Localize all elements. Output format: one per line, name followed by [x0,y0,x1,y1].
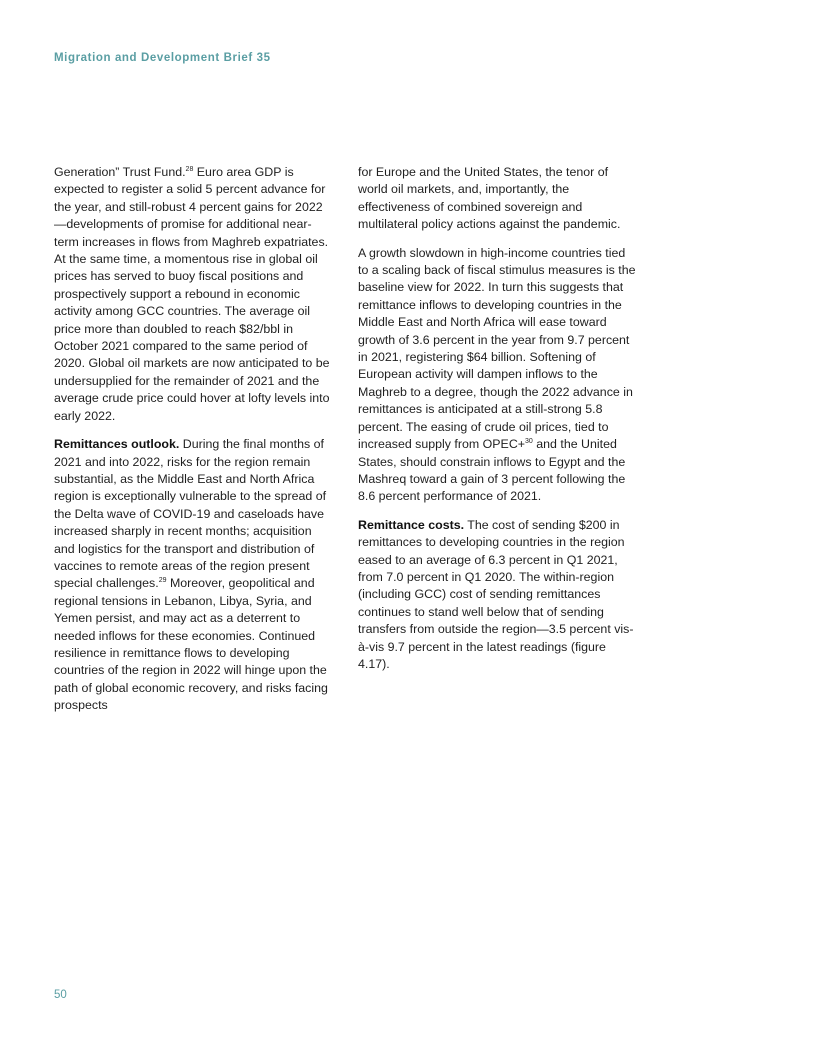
paragraph-remittances-outlook [54,436,332,715]
paragraph-text: During the final months of 2021 and into 2022, risks for the region remain substantial, as the Middle East and North Africa region is exceptionally vulnerable to the spread of the Delta wave of COVID-19 and caseloads have increased sharply in recent months; acquisition and logistics for the transport and distribution of vaccines to remote areas of the region present special challenges. [54,437,327,591]
paragraph-prospects: for Europe and the United States, the tenor of world oil markets, and, importantly, the effectiveness of combined sovereign and multilateral policy actions against the pandemic. [358,165,621,232]
paragraph-text: Moreover, geopolitical and regional tensions in Lebanon, Libya, Syria, and Yemen persist, and may act as a deterrent to needed inflows for these economies. Continued resilience in remittance flows to developing countries of the region in 2022 will hinge upon the path of global economic recovery, and risks facing prospects [54,576,328,713]
right-column [358,164,636,684]
paragraph-text: and the United States, should constrain inflows to Egypt and the Mashreq toward a gain of 3 percent following the 8.6 percent performance of 2021. [358,437,626,504]
paragraph-text: A growth slowdown in high-income countries tied to a scaling back of fiscal stimulus measures is the baseline view for 2022. In turn this suggests that remittance inflows to developing countries in the Middle East and North Africa will ease toward growth of 3.6 percent in the year from 9.7 percent in 2021, registering $64 billion. Softening of European activity will dampen inflows to the Maghreb to a degree, though the 2022 advance in remittances is anticipated at a still-strong 5.8 percent. The easing of crude oil prices, tied to increased supply from OPEC+ [358,245,636,452]
paragraph-remittance-costs [358,517,636,674]
footnote-ref-29[interactable]: 29 [158,577,167,585]
paragraph-text: Euro area GDP is expected to register a solid 5 percent advance for the year, and still-robust 4 percent gains for 2022—developments of promise for additional near-term increases in flows from Maghreb expatriates. At the same time, a momentous rise in global oil prices has served to buoy fiscal positions and prospectively support a rebound in economic activity among GCC countries. The average oil price more than doubled to reach $82/bbl in October 2021 compared to the same period of 2020. Global oil markets are now anticipated to be undersupplied for the remainder of 2021 and the average crude price could hover at lofty levels into early 2022. [54,165,330,423]
paragraph-trust-fund [54,164,332,425]
running-header: Migration and Development Brief 35 [54,52,271,64]
left-column [54,164,332,726]
paragraph-text: The cost of sending $200 in remittances to developing countries in the region eased to an average of 6.3 percent in Q1 2021, from 7.0 percent in Q1 2020. The within-region (including GCC) cost of sending remittances continues to stand well below that of sending transfers from outside the region—3.5 percent vis-à-vis 9.7 percent in the latest readings (figure 4.17). [358,517,634,671]
paragraph-growth-slowdown [358,245,636,506]
run-in-heading: Remittance costs. [358,517,465,532]
paragraph-text: Generation” Trust Fund. [54,165,186,179]
footnote-ref-30[interactable]: 30 [525,438,533,446]
page-number: 50 [54,989,67,1001]
run-in-heading: Remittances outlook. [54,437,180,452]
footnote-ref-28[interactable]: 28 [185,166,194,173]
